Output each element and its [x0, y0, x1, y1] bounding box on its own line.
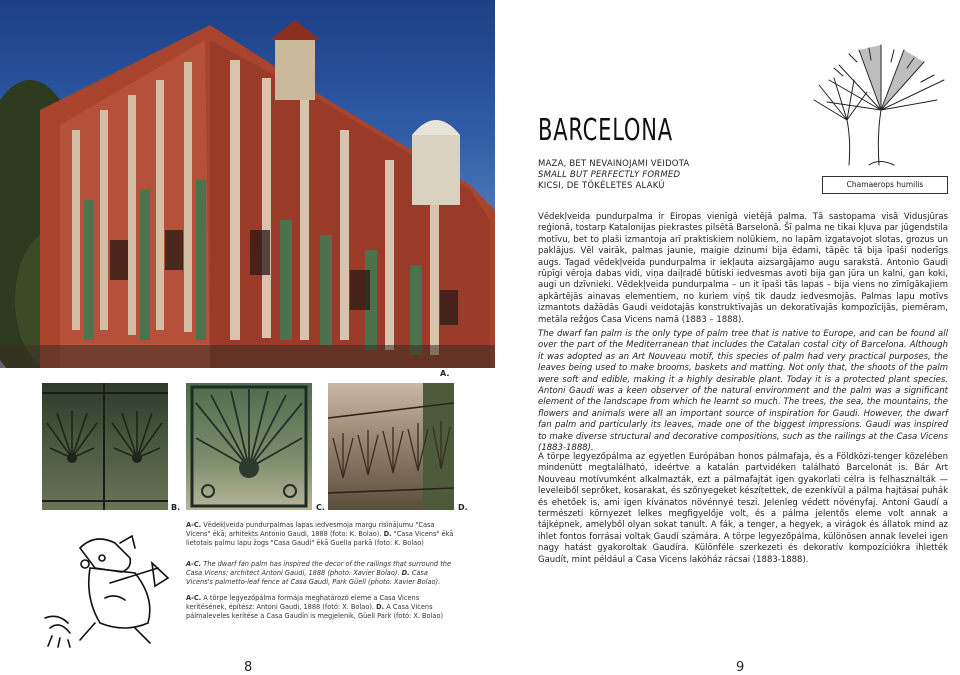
page-number-right: 9 [736, 660, 745, 675]
caption-en-ref2: D. [401, 569, 410, 578]
caption-hu-text: A törpe legyezőpálma formája meghatározó eleme a Casa Vicens kerítésének, építész: Antoni Gaudi, 1888 (fotó: X. Bolao). [186, 594, 420, 612]
photo-label-c: C. [316, 503, 325, 512]
caption-en-ref: A-C. [186, 560, 202, 568]
page-title: BARCELONA [538, 113, 673, 148]
caption-lv [186, 521, 456, 549]
photo-label-a: A. [440, 369, 450, 378]
gaudi-cartoon-illustration [40, 528, 175, 648]
casa-vicens-illustration [0, 0, 495, 368]
photo-label-b: B. [171, 503, 181, 512]
caption-en-text: The dwarf fan palm has inspired the decor of the railings that surround the Casa Vicens; architect Antoni Gaudi, 1888 (photo: Xavier Bolao). [186, 560, 452, 578]
subtitle [538, 159, 689, 192]
caption-en-text2: Casa Vicens's palmetto-leaf fence at Casa Gaudi, Park Güell (photo: Xavier Bolao). [186, 569, 441, 587]
palm-tree-illustration [809, 40, 951, 170]
caption-hu [186, 594, 456, 622]
photo-label-d: D. [458, 503, 468, 512]
subtitle-en: SMALL BUT PERFECTLY FORMED [538, 170, 681, 180]
railing-fan-illustration-c [186, 383, 312, 510]
fence-illustration-d [328, 383, 454, 510]
caption-lv-ref2: D. [383, 530, 392, 539]
species-label: Chamaerops humilis [822, 176, 948, 194]
caption-hu-text2: A Casa Vicens pálmaleveles kerítése a Casa Gaudín is megjelenik, Güell Park (fotó: X. Bolao) [186, 603, 444, 621]
page-number-left: 8 [244, 660, 253, 675]
caption-hu-ref2: D. [376, 603, 385, 612]
body-text-hu: A törpe legyezőpálma az egyetlen Európában honos pálmafaja, és a Földközi-tenger közelében mindenütt megtalálható, ideértve a katalán partvidéken található Barcelonát is. Bár Art Nouveau motívumként alkalmazták, ezt a pálmafajtát igen gyakorlati célra is felhasználták — leveleiből seprőket, kosarakat, és szőnyegeket készítettek, de ezenkívül a pálma hajtásai puhák és ehetőek is, ami igen kívánatos növénnyé teszi. Jelenleg védett növényfaj. Antoni Gaudí a természeti környezet lelkes megfigyelője volt, és a pálma jelentős eleme volt annak a tájképnek, amelyből olyan sokat tanult. A fák, a tenger, a hegyek, a virágok és állatok mind az ihlet fontos forrásai voltak Gaudí számára. A törpe legyezőpálma, különösen annak levelei igen nagy hatást gyakoroltak Gaudíra. Különféle szerkezeti és dekoratív kompozíciókra ihlették Gaudít, mint például a Casa Vicens lakóház rácsai (1883-1888). [538, 452, 948, 565]
photo-fence-d [328, 383, 454, 510]
caption-en [186, 560, 456, 588]
subtitle-lv: MAZA, BET NEVAINOJAMI VEIDOTA [538, 159, 690, 169]
caption-lv-ref: A-C. [186, 521, 202, 529]
photo-railing-b [42, 383, 168, 510]
railing-fan-illustration-b [42, 383, 168, 510]
body-text-en: The dwarf fan palm is the only type of palm tree that is native to Europe, and can be found all over the part of the Mediterranean that includes the Catalan costal city of Barcelona. Although it was adopted as an Art Nouveau motif, this species of palm had very practical purposes, the leaves being used to make brooms, baskets and matting. Not only that, the shoots of the palm were soft and edible, making it a highly desirable plant. Today it is a protected plant species. Antoni Gaudi was a keen observer of the natural environment and the palm was a significant element of the landscape from which he learnt so much. The trees, the sea, the mountains, the flowers and animals were all an important source of inspiration for Gaudi. However, the dwarf fan palm and particularly its leaves, made one of the biggest impressions. Gaudi was inspired to make diverse structural and decorative compositions, such as the railings at the Casa Vicens (1883-1888). [538, 329, 948, 454]
caption-hu-ref: A-C. [186, 594, 202, 602]
caption-lv-text2: "Casa Vicens" ēkā lietotais palmu lapu žogs "Casa Gaudi" ēkā Guella parkā (foto: K. Bolao) [186, 530, 454, 548]
body-text-lv: Vēdekļveida pundurpalma ir Eiropas vienīgā vietējā palma. Tā sastopama visā Vidusjūras reģionā, tostarp Katalonijas piekrastes pilsētā Barselonā. Šī palma ne tikai kļuva par jūgendstila motīvu, bet to plaši izmantoja arī praktiskiem nolūkiem, no lapām izgatavojot slotas, grozus un paklājus. Vēl vairāk, palmas jaunie, maigie dzinumi bija ēdami, tāpēc tā bija īpaši noderīgs augs. Tagad vēdekļveida pundurpalma ir iekļauta aizsargājamo augu sarakstā. Antonio Gaudi rūpīgi vēroja dabas vidi, viņa daiļradē būtiski iedvesmas avoti bija gan jūra un kalni, gan koki, augi un dzīvnieki. Vēdekļveida pundurpalma – un it īpaši tās lapas – bija viens no zīmīgākajiem apkārtējās ainavas elementiem, no kuriem viņš tik daudz iedvesmojās. Palmas lapu motīvs izmantots dažādās Gaudi veidotajās konstruktīvajās un dekoratīvajās kompozīcijās, piemēram, metāla režģos Casa Vicens namā (1883 – 1888). [538, 212, 948, 325]
subtitle-hu: KICSI, DE TÖKÉLETES ALAKÚ [538, 181, 665, 191]
photo-railing-c [186, 383, 312, 510]
photo-casa-vicens [0, 0, 495, 368]
caption-lv-text: Vēdekļveida pundurpalmas lapas iedvesmoja margu risinājumu "Casa Vicens" ēkā; arhitekts Antonio Gaudi, 1888 (foto: K. Bolao). [186, 521, 435, 539]
right-page [495, 0, 960, 675]
